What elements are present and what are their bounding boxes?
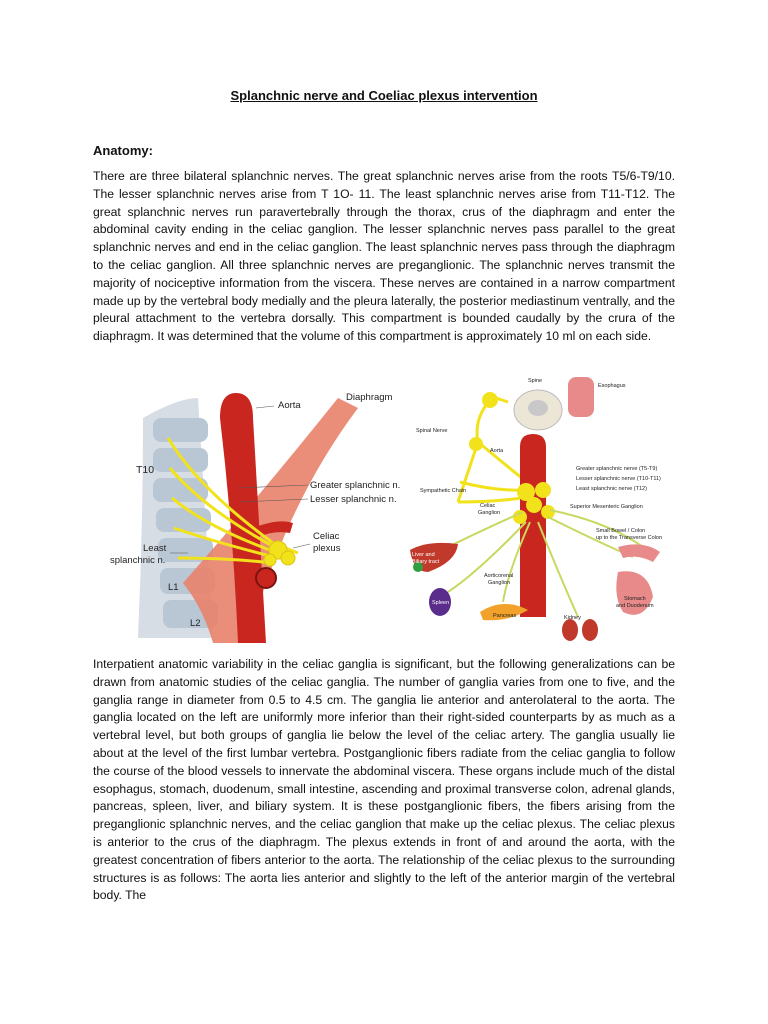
label-aorta: Aorta bbox=[278, 400, 301, 411]
label-greater-splanchnic-right: Greater splanchnic nerve (T5-T9) bbox=[576, 466, 658, 472]
label-spinal-nerve: Spinal Nerve bbox=[416, 428, 448, 434]
label-stomach: Stomach bbox=[624, 596, 646, 602]
label-least-splanchnic-right: Least splanchnic nerve (T12) bbox=[576, 486, 647, 492]
label-least-splanchnic: splanchnic n. bbox=[110, 555, 166, 566]
label-duodenum: and Duodenum bbox=[616, 603, 654, 609]
paragraph-splanchnic-nerves: There are three bilateral splanchnic nerves. The great splanchnic nerves arise from the roots T5/6-T9/10. The lesser splanchnic nerves arise from T 1O- 11. The least splanchnic nerves arise from T11-T12. The great splanchnic nerves run paravertebrally through the thorax, crus of the diaphragm and enter the abdominal cavity ending in the celiac ganglion. The lesser splanchnic nerves pass parallel to the great splanchnic nerves and end in the celiac ganglion. The least splanchnic nerves pass through the diaphragm to the celiac ganglion. All three splanchnic nerves are preganglionic. The splanchnic nerves transmit the majority of nociceptive information from the viscera. These nerves are contained in a narrow compartment made up by the vertebral body medially and the pleura laterally, the posterior mediastinum ventrally, and the pleural attachment to the vertebra dorsally. This compartment is bounded caudally by the crura of the diaphragm. It was determined that the volume of this compartment is approximately 10 ml on each side. bbox=[93, 169, 675, 344]
label-biliary-tract: Biliary tract bbox=[412, 559, 440, 565]
label-esophagus: Esophagus bbox=[598, 383, 626, 389]
figure-celiac-plexus-diagram bbox=[398, 372, 666, 645]
label-transverse-colon: up to the Transverse Colon bbox=[596, 535, 663, 541]
label-ganglion: Ganglion bbox=[478, 510, 501, 516]
paragraph-celiac-ganglia: Interpatient anatomic variability in the celiac ganglia is significant, but the following generalizations can be drawn from anatomic studies of the celiac ganglia. The number of ganglia varies from one to five, and the ganglia range in diameter from 0.5 to 4.5 cm. The ganglia lie anterior and anterolateral to the aorta. The ganglia located on the left are uniformly more inferior than their right-sided counterparts by as much as a vertebral level, but both groups of ganglia lie below the level of the celiac artery. The ganglia usually lie about at the level of the first lumbar vertebra. Postganglionic fibers radiate from the celiac ganglia to follow the course of the blood vessels to innervate the abdominal viscera. These organs include much of the distal esophagus, stomach, duodenum, small intestine, ascending and proximal transverse colon, adrenal glands, pancreas, spleen, liver, and biliary system. It is these postganglionic fibers, the fibers arising from the preganglionic splanchnic nerves, and the celiac ganglion that make up the celiac plexus. The celiac plexus is anterior to the crus of the diaphragm. The plexus extends in front of and around the aorta, with the greatest concentration of fibers anterior to the aorta. The relationship of the celiac plexus to the surrounding structures is as follows: The aorta lies anterior and slightly to the left of the anterior margin of the vertebral body. The bbox=[93, 657, 675, 903]
label-sympathetic-chain: Sympathetic Chain bbox=[420, 488, 467, 494]
label-greater-splanchnic: Greater splanchnic n. bbox=[310, 480, 401, 491]
figure-splanchnic-anatomy bbox=[108, 378, 408, 643]
label-aorta-right: Aorta bbox=[490, 448, 504, 454]
label-kidney: Kidney bbox=[564, 615, 581, 621]
label-spleen: Spleen bbox=[432, 600, 450, 606]
label-pancreas: Pancreas bbox=[493, 613, 517, 619]
label-superior-mesenteric-ganglion: Superior Mesenteric Ganglion bbox=[570, 504, 643, 510]
spine-section bbox=[514, 390, 562, 430]
label-plexus: plexus bbox=[313, 543, 341, 554]
splanchnic-anatomy-illustration bbox=[108, 378, 408, 643]
label-liver: Liver and bbox=[412, 552, 435, 558]
celiac-plexus-illustration bbox=[398, 372, 666, 645]
label-lesser-splanchnic: Lesser splanchnic n. bbox=[310, 494, 397, 505]
label-diaphragm: Diaphragm bbox=[346, 392, 393, 403]
label-celiac: Celiac bbox=[313, 531, 340, 542]
esophagus-shape bbox=[568, 377, 594, 417]
label-celiac: Celiac bbox=[480, 503, 496, 509]
label-least: Least bbox=[143, 543, 167, 554]
label-lesser-splanchnic-right: Lesser splanchnic nerve (T10-T11) bbox=[576, 476, 661, 482]
kidneys-shape bbox=[562, 619, 598, 641]
small-bowel-shape bbox=[618, 544, 660, 562]
label-t10: T10 bbox=[136, 464, 155, 476]
label-aorticorenal-ganglion: Ganglion bbox=[488, 580, 511, 586]
document-title: Splanchnic nerve and Coeliac plexus intervention bbox=[230, 88, 538, 103]
label-small-bowel: Small Bowel / Colon bbox=[596, 528, 646, 534]
label-l1: L1 bbox=[168, 582, 179, 593]
label-aorticorenal: Aorticorenal bbox=[484, 573, 514, 579]
label-l2: L2 bbox=[190, 618, 201, 629]
label-spine: Spine bbox=[528, 378, 543, 384]
section-heading-anatomy: Anatomy: bbox=[93, 143, 153, 158]
